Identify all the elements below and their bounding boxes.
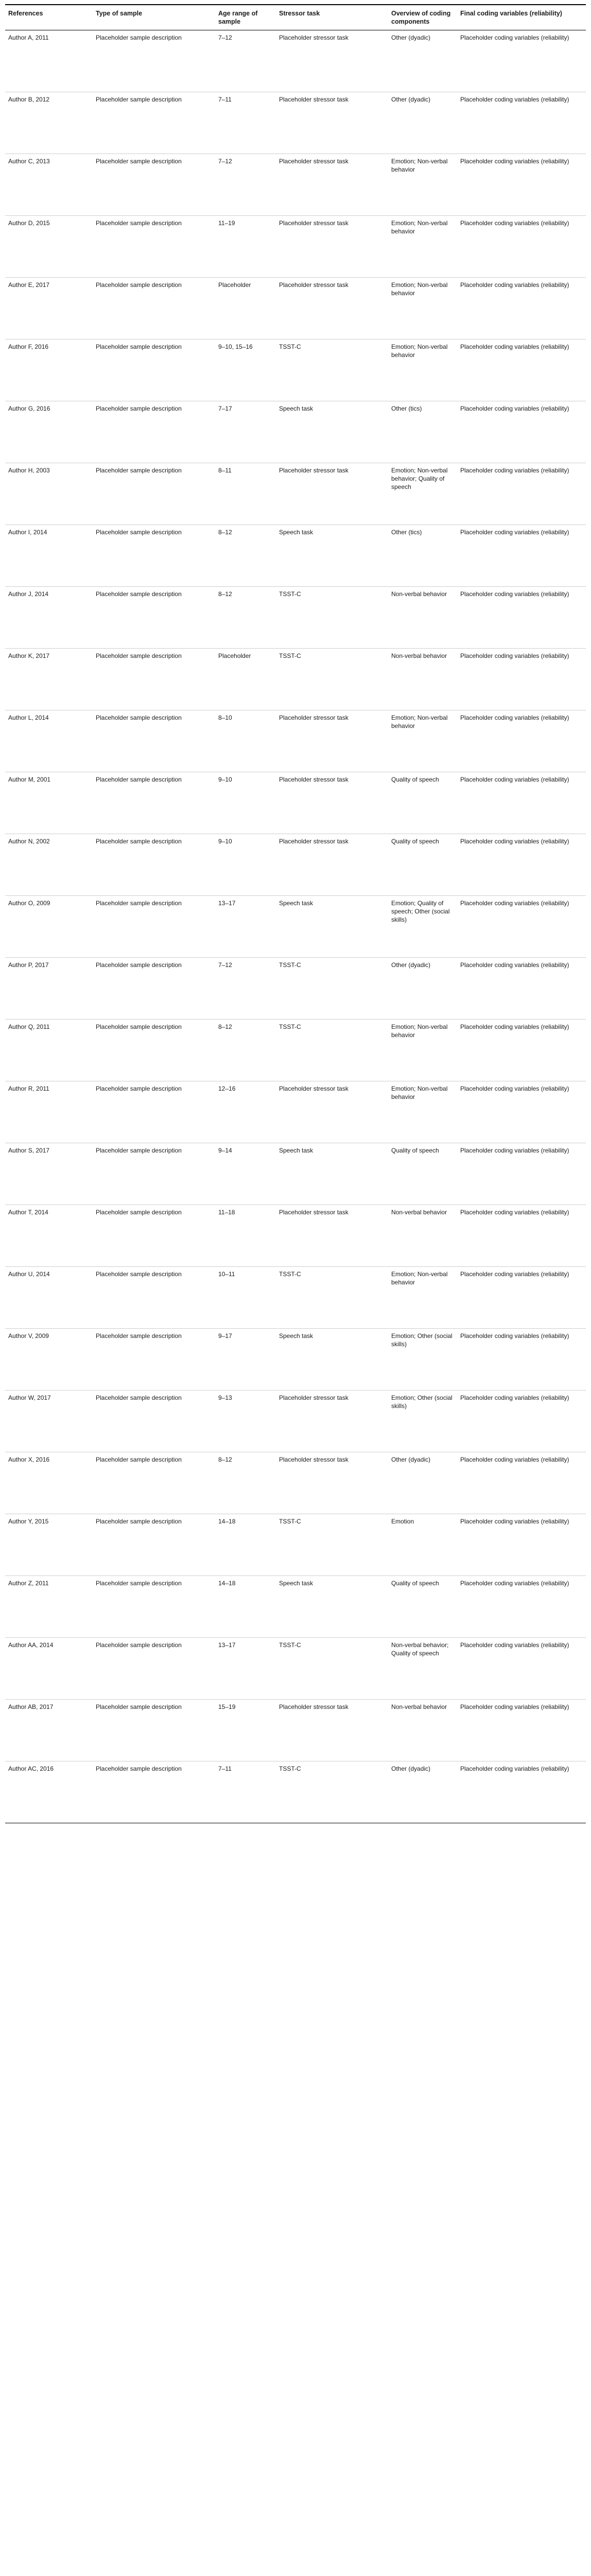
header-references: References [5,5,93,30]
cell-coding-overview: Other (dyadic) [388,1761,457,1823]
cell-type-of-sample: Placeholder sample description [93,1081,215,1143]
cell-age-range: Placeholder [215,278,276,340]
cell-type-of-sample: Placeholder sample description [93,401,215,463]
cell-age-range: 14–18 [215,1576,276,1638]
cell-stressor-task: Speech task [276,1143,388,1205]
cell-type-of-sample: Placeholder sample description [93,525,215,587]
table-row [5,1452,586,1514]
cell-references: Author K, 2017 [5,649,93,710]
table-row [5,30,586,92]
cell-type-of-sample: Placeholder sample description [93,216,215,278]
cell-type-of-sample: Placeholder sample description [93,834,215,896]
cell-references: Author F, 2016 [5,340,93,401]
cell-age-range: 9–13 [215,1391,276,1452]
cell-final-coding-variables: Placeholder coding variables (reliability) [457,1514,586,1576]
cell-stressor-task: Placeholder stressor task [276,772,388,834]
cell-type-of-sample: Placeholder sample description [93,1514,215,1576]
cell-stressor-task: Placeholder stressor task [276,92,388,154]
cell-age-range: 7–12 [215,30,276,92]
cell-final-coding-variables: Placeholder coding variables (reliability) [457,340,586,401]
cell-coding-overview: Other (tics) [388,401,457,463]
cell-coding-overview: Non-verbal behavior [388,649,457,710]
cell-age-range: 13–17 [215,896,276,958]
cell-stressor-task: TSST-C [276,587,388,649]
cell-type-of-sample: Placeholder sample description [93,1700,215,1761]
cell-coding-overview: Other (dyadic) [388,958,457,1020]
cell-references: Author AB, 2017 [5,1700,93,1761]
cell-references: Author O, 2009 [5,896,93,958]
cell-references: Author B, 2012 [5,92,93,154]
cell-age-range: 7–12 [215,154,276,216]
cell-coding-overview: Non-verbal behavior [388,1205,457,1267]
cell-type-of-sample: Placeholder sample description [93,1267,215,1329]
cell-age-range: 15–19 [215,1700,276,1761]
cell-type-of-sample: Placeholder sample description [93,340,215,401]
cell-stressor-task: Placeholder stressor task [276,463,388,525]
cell-type-of-sample: Placeholder sample description [93,92,215,154]
table-row [5,1700,586,1761]
cell-final-coding-variables: Placeholder coding variables (reliability) [457,1143,586,1205]
cell-type-of-sample: Placeholder sample description [93,772,215,834]
cell-type-of-sample: Placeholder sample description [93,30,215,92]
cell-coding-overview: Other (dyadic) [388,30,457,92]
cell-type-of-sample: Placeholder sample description [93,154,215,216]
cell-stressor-task: Speech task [276,525,388,587]
cell-stressor-task: Placeholder stressor task [276,216,388,278]
cell-coding-overview: Emotion; Non-verbal behavior [388,340,457,401]
cell-stressor-task: Placeholder stressor task [276,1452,388,1514]
header-stressor-task: Stressor task [276,5,388,30]
cell-final-coding-variables: Placeholder coding variables (reliability) [457,1638,586,1700]
cell-stressor-task: Placeholder stressor task [276,710,388,772]
cell-coding-overview: Non-verbal behavior; Quality of speech [388,1638,457,1700]
table-row [5,710,586,772]
cell-final-coding-variables: Placeholder coding variables (reliability) [457,401,586,463]
cell-references: Author H, 2003 [5,463,93,525]
header-age-range: Age range of sample [215,5,276,30]
cell-type-of-sample: Placeholder sample description [93,649,215,710]
cell-references: Author Q, 2011 [5,1020,93,1081]
cell-references: Author V, 2009 [5,1329,93,1391]
cell-final-coding-variables: Placeholder coding variables (reliability) [457,1267,586,1329]
header-row [5,5,586,30]
cell-type-of-sample: Placeholder sample description [93,958,215,1020]
cell-stressor-task: TSST-C [276,1020,388,1081]
cell-references: Author AA, 2014 [5,1638,93,1700]
cell-final-coding-variables: Placeholder coding variables (reliability) [457,834,586,896]
cell-coding-overview: Emotion; Non-verbal behavior [388,154,457,216]
cell-references: Author A, 2011 [5,30,93,92]
cell-coding-overview: Emotion [388,1514,457,1576]
cell-final-coding-variables: Placeholder coding variables (reliability) [457,710,586,772]
cell-references: Author S, 2017 [5,1143,93,1205]
cell-final-coding-variables: Placeholder coding variables (reliability) [457,1452,586,1514]
cell-references: Author U, 2014 [5,1267,93,1329]
cell-age-range: 7–11 [215,92,276,154]
cell-references: Author T, 2014 [5,1205,93,1267]
cell-coding-overview: Emotion; Non-verbal behavior [388,278,457,340]
cell-age-range: 8–12 [215,525,276,587]
cell-type-of-sample: Placeholder sample description [93,1638,215,1700]
cell-final-coding-variables: Placeholder coding variables (reliability) [457,587,586,649]
cell-age-range: 8–12 [215,1452,276,1514]
cell-age-range: 11–19 [215,216,276,278]
cell-final-coding-variables: Placeholder coding variables (reliability) [457,525,586,587]
table-row [5,834,586,896]
table-row [5,587,586,649]
cell-final-coding-variables: Placeholder coding variables (reliability) [457,958,586,1020]
cell-age-range: 11–18 [215,1205,276,1267]
table-row [5,958,586,1020]
cell-age-range: 7–17 [215,401,276,463]
table-row [5,649,586,710]
header-final-coding-variables: Final coding variables (reliability) [457,5,586,30]
cell-references: Author R, 2011 [5,1081,93,1143]
table-row [5,525,586,587]
cell-final-coding-variables: Placeholder coding variables (reliability) [457,278,586,340]
cell-age-range: 10–11 [215,1267,276,1329]
cell-age-range: 8–10 [215,710,276,772]
cell-type-of-sample: Placeholder sample description [93,278,215,340]
cell-stressor-task: Placeholder stressor task [276,1391,388,1452]
cell-type-of-sample: Placeholder sample description [93,1329,215,1391]
table-row [5,772,586,834]
cell-references: Author D, 2015 [5,216,93,278]
table-row [5,154,586,216]
review-table [5,4,586,1823]
cell-coding-overview: Emotion; Non-verbal behavior [388,1267,457,1329]
cell-final-coding-variables: Placeholder coding variables (reliability) [457,1081,586,1143]
cell-stressor-task: Speech task [276,401,388,463]
cell-final-coding-variables: Placeholder coding variables (reliability) [457,216,586,278]
cell-references: Author AC, 2016 [5,1761,93,1823]
table-row [5,92,586,154]
cell-final-coding-variables: Placeholder coding variables (reliability) [457,92,586,154]
cell-type-of-sample: Placeholder sample description [93,710,215,772]
cell-age-range: 8–12 [215,587,276,649]
cell-final-coding-variables: Placeholder coding variables (reliability) [457,154,586,216]
cell-age-range: 9–10 [215,772,276,834]
cell-age-range: 7–11 [215,1761,276,1823]
cell-type-of-sample: Placeholder sample description [93,1761,215,1823]
cell-references: Author P, 2017 [5,958,93,1020]
table-body [5,30,586,1823]
cell-final-coding-variables: Placeholder coding variables (reliability) [457,649,586,710]
table-row [5,463,586,525]
cell-references: Author I, 2014 [5,525,93,587]
table-row [5,216,586,278]
cell-references: Author X, 2016 [5,1452,93,1514]
cell-coding-overview: Emotion; Quality of speech; Other (social skills) [388,896,457,958]
cell-coding-overview: Quality of speech [388,772,457,834]
table-row [5,1205,586,1267]
table-row [5,340,586,401]
cell-coding-overview: Emotion; Non-verbal behavior [388,216,457,278]
cell-stressor-task: Placeholder stressor task [276,1700,388,1761]
cell-type-of-sample: Placeholder sample description [93,1391,215,1452]
cell-stressor-task: TSST-C [276,340,388,401]
cell-type-of-sample: Placeholder sample description [93,587,215,649]
cell-coding-overview: Emotion; Non-verbal behavior [388,710,457,772]
cell-stressor-task: TSST-C [276,649,388,710]
cell-age-range: 12–16 [215,1081,276,1143]
cell-stressor-task: Placeholder stressor task [276,834,388,896]
cell-coding-overview: Other (tics) [388,525,457,587]
cell-final-coding-variables: Placeholder coding variables (reliability) [457,1391,586,1452]
cell-references: Author Z, 2011 [5,1576,93,1638]
cell-final-coding-variables: Placeholder coding variables (reliability) [457,1761,586,1823]
cell-age-range: 9–17 [215,1329,276,1391]
cell-type-of-sample: Placeholder sample description [93,1143,215,1205]
table-row [5,1143,586,1205]
cell-stressor-task: TSST-C [276,1638,388,1700]
cell-type-of-sample: Placeholder sample description [93,463,215,525]
table-row [5,1329,586,1391]
cell-references: Author W, 2017 [5,1391,93,1452]
cell-type-of-sample: Placeholder sample description [93,1452,215,1514]
cell-coding-overview: Quality of speech [388,834,457,896]
cell-final-coding-variables: Placeholder coding variables (reliability) [457,463,586,525]
cell-coding-overview: Quality of speech [388,1143,457,1205]
cell-stressor-task: Placeholder stressor task [276,30,388,92]
table-row [5,1514,586,1576]
cell-age-range: 9–10, 15–16 [215,340,276,401]
cell-stressor-task: TSST-C [276,1267,388,1329]
table-row [5,1638,586,1700]
table-row [5,1020,586,1081]
cell-coding-overview: Emotion; Other (social skills) [388,1391,457,1452]
cell-final-coding-variables: Placeholder coding variables (reliability) [457,1700,586,1761]
cell-references: Author C, 2013 [5,154,93,216]
cell-final-coding-variables: Placeholder coding variables (reliability) [457,1020,586,1081]
cell-type-of-sample: Placeholder sample description [93,896,215,958]
cell-coding-overview: Emotion; Non-verbal behavior; Quality of speech [388,463,457,525]
cell-stressor-task: Placeholder stressor task [276,1205,388,1267]
cell-stressor-task: Placeholder stressor task [276,154,388,216]
cell-stressor-task: Speech task [276,1576,388,1638]
cell-stressor-task: Placeholder stressor task [276,278,388,340]
cell-age-range: 13–17 [215,1638,276,1700]
cell-stressor-task: Speech task [276,1329,388,1391]
table-row [5,401,586,463]
cell-references: Author J, 2014 [5,587,93,649]
cell-age-range: 8–11 [215,463,276,525]
cell-final-coding-variables: Placeholder coding variables (reliability) [457,896,586,958]
cell-references: Author Y, 2015 [5,1514,93,1576]
cell-coding-overview: Emotion; Other (social skills) [388,1329,457,1391]
header-type-of-sample: Type of sample [93,5,215,30]
cell-coding-overview: Emotion; Non-verbal behavior [388,1081,457,1143]
cell-age-range: 9–14 [215,1143,276,1205]
cell-type-of-sample: Placeholder sample description [93,1020,215,1081]
cell-age-range: 7–12 [215,958,276,1020]
cell-final-coding-variables: Placeholder coding variables (reliability) [457,1205,586,1267]
cell-age-range: Placeholder [215,649,276,710]
cell-stressor-task: TSST-C [276,1514,388,1576]
cell-stressor-task: Placeholder stressor task [276,1081,388,1143]
table-header [5,5,586,30]
cell-coding-overview: Other (dyadic) [388,92,457,154]
table-row [5,896,586,958]
cell-references: Author M, 2001 [5,772,93,834]
cell-coding-overview: Non-verbal behavior [388,587,457,649]
table-row [5,1081,586,1143]
cell-final-coding-variables: Placeholder coding variables (reliability) [457,30,586,92]
table-row [5,1576,586,1638]
table-row [5,278,586,340]
table-row [5,1391,586,1452]
cell-references: Author N, 2002 [5,834,93,896]
cell-final-coding-variables: Placeholder coding variables (reliability) [457,772,586,834]
cell-final-coding-variables: Placeholder coding variables (reliability) [457,1576,586,1638]
cell-age-range: 9–10 [215,834,276,896]
cell-age-range: 14–18 [215,1514,276,1576]
cell-coding-overview: Quality of speech [388,1576,457,1638]
table-row [5,1267,586,1329]
header-coding-overview: Overview of coding components [388,5,457,30]
cell-coding-overview: Other (dyadic) [388,1452,457,1514]
cell-coding-overview: Emotion; Non-verbal behavior [388,1020,457,1081]
cell-stressor-task: Speech task [276,896,388,958]
cell-stressor-task: TSST-C [276,958,388,1020]
cell-coding-overview: Non-verbal behavior [388,1700,457,1761]
cell-references: Author G, 2016 [5,401,93,463]
cell-age-range: 8–12 [215,1020,276,1081]
cell-type-of-sample: Placeholder sample description [93,1576,215,1638]
cell-references: Author L, 2014 [5,710,93,772]
cell-stressor-task: TSST-C [276,1761,388,1823]
table-row [5,1761,586,1823]
cell-final-coding-variables: Placeholder coding variables (reliability) [457,1329,586,1391]
cell-references: Author E, 2017 [5,278,93,340]
cell-type-of-sample: Placeholder sample description [93,1205,215,1267]
